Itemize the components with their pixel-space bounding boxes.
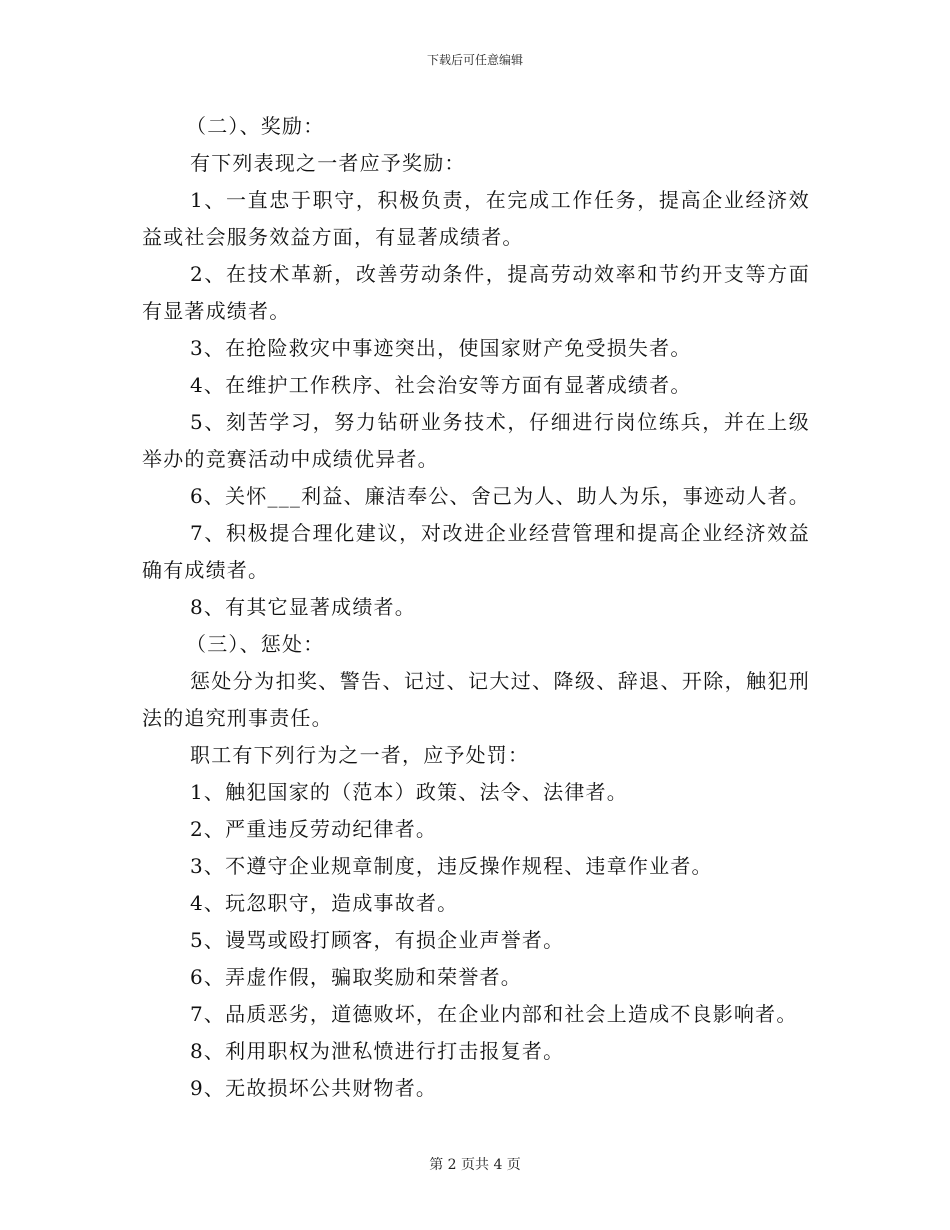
document-body [142, 108, 810, 1107]
paragraph: 惩处分为扣奖、警告、记过、记大过、降级、辞退、开除，触犯刑法的追究刑事责任。 [142, 669, 810, 730]
list-item: 5、谩骂或殴打顾客，有损企业声誉者。 [190, 928, 565, 952]
list-item: 7、积极提合理化建议，对改进企业经营管理和提高企业经济效益确有成绩者。 [142, 521, 810, 582]
list-item: 6、弄虚作假，骗取奖励和荣誉者。 [190, 965, 522, 989]
section-heading-rewards: （二）、奖励： [186, 114, 325, 138]
list-item: 7、品质恶劣，道德败坏，在企业内部和社会上造成不良影响者。 [190, 1002, 798, 1026]
list-item: 4、在维护工作秩序、社会治安等方面有显著成绩者。 [190, 373, 692, 397]
section-heading-penalties: （三）、惩处： [186, 632, 325, 656]
list-item: 8、利用职权为泄私愤进行打击报复者。 [190, 1039, 565, 1063]
paragraph: 职工有下列行为之一者，应予处罚： [190, 743, 530, 767]
list-item: 6、关怀___利益、廉洁奉公、舍己为人、助人为乐，事迹动人者。 [190, 484, 810, 508]
paragraph: 有下列表现之一者应予奖励： [190, 151, 466, 175]
list-item: 8、有其它显著成绩者。 [190, 595, 416, 619]
list-item: 4、玩忽职守，造成事故者。 [190, 891, 459, 915]
list-item: 1、触犯国家的（范本）政策、法令、法律者。 [190, 780, 628, 804]
list-item: 3、不遵守企业规章制度，违反操作规程、违章作业者。 [190, 854, 713, 878]
list-item: 3、在抢险救灾中事迹突出，使国家财产免受损失者。 [190, 336, 692, 360]
list-item: 1、一直忠于职守，积极负责，在完成工作任务，提高企业经济效益或社会服务效益方面，有显著成绩者。 [142, 188, 810, 249]
list-item: 9、无故损坏公共财物者。 [190, 1076, 438, 1100]
page-number: 第 2 页共 4 页 [429, 1157, 521, 1173]
list-item: 2、严重违反劳动纪律者。 [190, 817, 438, 841]
page-header: 下载后可任意编辑 [426, 53, 523, 67]
list-item: 5、刻苦学习，努力钻研业务技术，仔细进行岗位练兵，并在上级举办的竞赛活动中成绩优异者。 [142, 410, 810, 471]
list-item: 2、在技术革新，改善劳动条件，提高劳动效率和节约开支等方面有显著成绩者。 [142, 262, 810, 323]
